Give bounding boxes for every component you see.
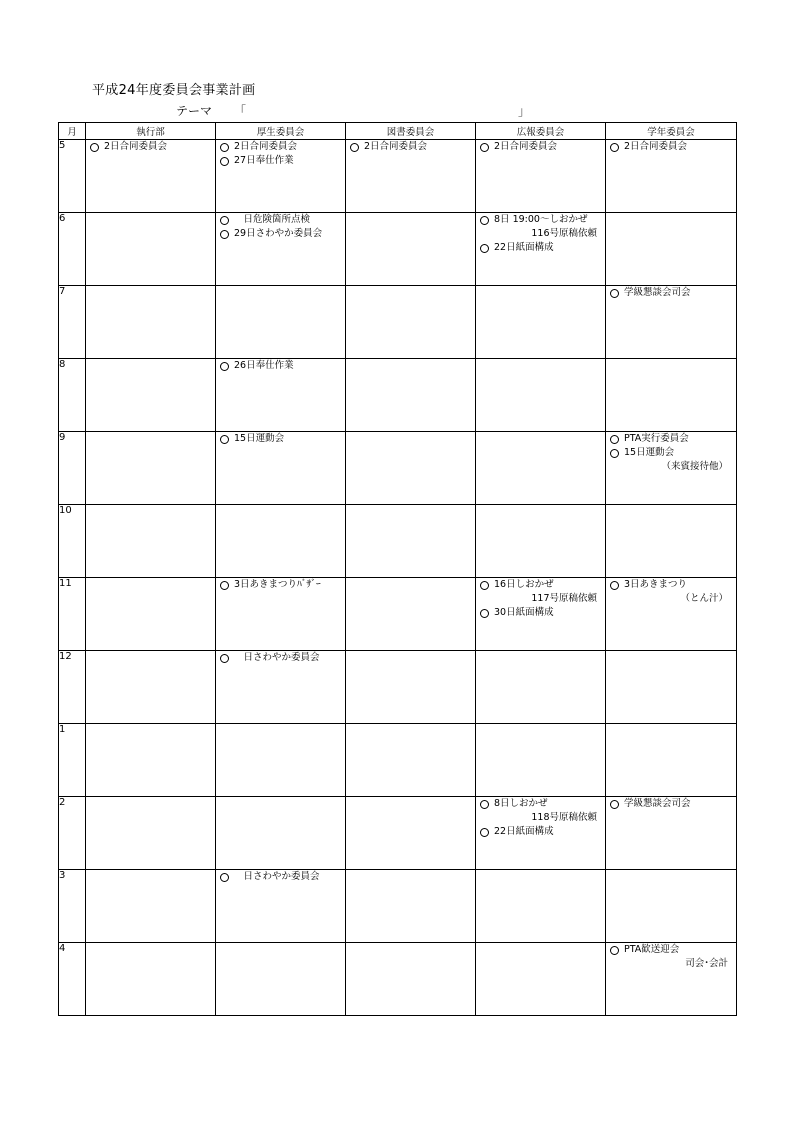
plan-cell — [216, 651, 346, 724]
plan-cell — [476, 505, 606, 578]
plan-cell — [606, 797, 737, 870]
header-welfare: 厚生委員会 — [216, 123, 346, 140]
table-row — [59, 651, 737, 724]
header-publicity: 広報委員会 — [476, 123, 606, 140]
plan-entry-subline: 117号原稿依頼 — [531, 593, 597, 604]
circle-bullet-icon — [480, 244, 489, 253]
plan-entry-text: 29日さわやか委員会 — [234, 228, 323, 239]
plan-cell — [606, 213, 737, 286]
plan-cell — [476, 943, 606, 1016]
plan-entry — [606, 797, 736, 811]
plan-cell — [346, 286, 476, 359]
circle-bullet-icon — [220, 581, 229, 590]
plan-entry — [476, 213, 605, 227]
plan-entry — [476, 241, 605, 255]
plan-cell — [86, 578, 216, 651]
plan-cell — [476, 140, 606, 213]
plan-cell — [606, 432, 737, 505]
circle-bullet-icon — [610, 289, 619, 298]
table-row — [59, 286, 737, 359]
header-month: 月 — [59, 123, 86, 140]
plan-entry-text: 15日運動会 — [624, 447, 675, 458]
plan-entry — [346, 140, 475, 154]
plan-entry-text: 2日合同委員会 — [104, 141, 168, 152]
plan-entry — [86, 140, 215, 154]
plan-cell — [606, 943, 737, 1016]
plan-cell — [346, 140, 476, 213]
plan-entry — [476, 578, 605, 592]
plan-cell — [216, 724, 346, 797]
plan-entry — [476, 797, 605, 811]
month-cell: 12 — [59, 651, 86, 724]
theme-close-bracket: 」 — [518, 104, 531, 118]
plan-cell — [476, 432, 606, 505]
table-row — [59, 140, 737, 213]
circle-bullet-icon — [220, 230, 229, 239]
plan-cell — [216, 213, 346, 286]
plan-entry — [216, 578, 345, 592]
plan-cell — [216, 140, 346, 213]
month-cell: 8 — [59, 359, 86, 432]
plan-cell — [476, 870, 606, 943]
circle-bullet-icon — [610, 581, 619, 590]
plan-entry-text: 26日奉仕作業 — [234, 360, 294, 371]
header-library: 図書委員会 — [346, 123, 476, 140]
plan-entry — [476, 140, 605, 154]
table-row — [59, 797, 737, 870]
plan-entry — [606, 446, 736, 460]
circle-bullet-icon — [610, 946, 619, 955]
plan-cell — [346, 943, 476, 1016]
plan-entry-text: 16日しおかぜ — [494, 579, 554, 590]
circle-bullet-icon — [610, 143, 619, 152]
plan-cell — [86, 870, 216, 943]
month-cell: 5 — [59, 140, 86, 213]
table-row — [59, 432, 737, 505]
circle-bullet-icon — [350, 143, 359, 152]
plan-entry — [216, 870, 345, 884]
plan-cell — [346, 797, 476, 870]
plan-entry — [216, 140, 345, 154]
circle-bullet-icon — [90, 143, 99, 152]
plan-cell — [216, 943, 346, 1016]
plan-entry-text: 3日あきまつりﾊﾞｻﾞｰ — [234, 579, 321, 590]
plan-entry-text: 2日合同委員会 — [364, 141, 428, 152]
plan-entry-text: 8日 19:00～しおかぜ — [494, 214, 588, 225]
circle-bullet-icon — [220, 654, 229, 663]
theme-line — [176, 102, 536, 120]
month-cell: 6 — [59, 213, 86, 286]
plan-cell — [86, 286, 216, 359]
plan-entry-text: 8日しおかぜ — [494, 798, 548, 809]
plan-cell — [476, 213, 606, 286]
month-cell: 3 — [59, 870, 86, 943]
plan-entry-text: 15日運動会 — [234, 433, 285, 444]
plan-entry-subline: 116号原稿依頼 — [531, 228, 597, 239]
plan-entry-text: 27日奉仕作業 — [234, 155, 294, 166]
plan-entry-text: PTA歓送迎会 — [624, 944, 680, 955]
plan-entry-subline: 司会･会計 — [685, 958, 728, 969]
table-header-row — [59, 123, 737, 140]
circle-bullet-icon — [610, 435, 619, 444]
table-row — [59, 870, 737, 943]
plan-entry — [606, 140, 736, 154]
plan-cell — [86, 505, 216, 578]
plan-cell — [476, 651, 606, 724]
plan-entry-text: 2日合同委員会 — [494, 141, 558, 152]
plan-cell — [476, 359, 606, 432]
month-cell: 10 — [59, 505, 86, 578]
plan-entry-text: 3日あきまつり — [624, 579, 688, 590]
plan-cell — [606, 724, 737, 797]
plan-cell — [216, 359, 346, 432]
plan-cell — [606, 578, 737, 651]
plan-entry-subline: （とん汁） — [680, 593, 728, 604]
plan-cell — [476, 578, 606, 651]
plan-cell — [86, 432, 216, 505]
circle-bullet-icon — [480, 581, 489, 590]
circle-bullet-icon — [220, 157, 229, 166]
plan-entry-text: 日危険箇所点検 — [234, 214, 311, 225]
plan-entry-subline: 118号原稿依頼 — [531, 812, 597, 823]
circle-bullet-icon — [480, 609, 489, 618]
header-executive: 執行部 — [86, 123, 216, 140]
plan-entry-text: 2日合同委員会 — [624, 141, 688, 152]
plan-entry-text: 学級懇談会司会 — [624, 287, 691, 298]
plan-cell — [606, 870, 737, 943]
plan-cell — [86, 651, 216, 724]
table-row — [59, 578, 737, 651]
plan-cell — [86, 943, 216, 1016]
plan-entry-text: 学級懇談会司会 — [624, 798, 691, 809]
table-row — [59, 213, 737, 286]
plan-cell — [606, 505, 737, 578]
month-cell: 11 — [59, 578, 86, 651]
plan-cell — [346, 359, 476, 432]
plan-cell — [476, 724, 606, 797]
plan-cell — [86, 213, 216, 286]
circle-bullet-icon — [220, 143, 229, 152]
plan-entry — [606, 286, 736, 300]
plan-cell — [216, 432, 346, 505]
plan-entry — [216, 213, 345, 227]
table-row — [59, 724, 737, 797]
table-row — [59, 943, 737, 1016]
circle-bullet-icon — [220, 873, 229, 882]
theme-label: テーマ — [176, 104, 213, 118]
plan-entry-text: 日さわやか委員会 — [234, 871, 320, 882]
plan-cell — [606, 140, 737, 213]
plan-entry-text: PTA実行委員会 — [624, 433, 689, 444]
plan-cell — [606, 359, 737, 432]
plan-entry — [216, 154, 345, 168]
plan-entry-text: 日さわやか委員会 — [234, 652, 320, 663]
plan-entry — [606, 578, 736, 592]
plan-entry — [216, 432, 345, 446]
plan-cell — [216, 286, 346, 359]
table-row — [59, 505, 737, 578]
plan-cell — [86, 797, 216, 870]
circle-bullet-icon — [610, 800, 619, 809]
plan-cell — [346, 432, 476, 505]
plan-entry — [216, 227, 345, 241]
circle-bullet-icon — [220, 216, 229, 225]
theme-open-bracket: 「 — [234, 104, 247, 118]
month-cell: 2 — [59, 797, 86, 870]
plan-cell — [346, 651, 476, 724]
plan-entry-text: 2日合同委員会 — [234, 141, 298, 152]
plan-entry — [476, 825, 605, 839]
page-title: 平成24年度委員会事業計画 — [92, 83, 256, 98]
committee-plan-table — [58, 122, 737, 1016]
plan-entry — [606, 943, 736, 957]
plan-cell — [86, 359, 216, 432]
plan-entry-text: 30日紙面構成 — [494, 607, 554, 618]
month-cell: 7 — [59, 286, 86, 359]
circle-bullet-icon — [480, 800, 489, 809]
circle-bullet-icon — [480, 216, 489, 225]
month-cell: 4 — [59, 943, 86, 1016]
circle-bullet-icon — [610, 449, 619, 458]
plan-entry-text: 22日紙面構成 — [494, 242, 554, 253]
plan-cell — [346, 213, 476, 286]
plan-cell — [346, 724, 476, 797]
plan-cell — [476, 286, 606, 359]
plan-entry — [216, 359, 345, 373]
plan-cell — [476, 797, 606, 870]
plan-cell — [86, 140, 216, 213]
table-row — [59, 359, 737, 432]
plan-cell — [346, 870, 476, 943]
plan-entry-subline: （来賓接待他） — [661, 461, 728, 472]
circle-bullet-icon — [480, 828, 489, 837]
plan-entry — [216, 651, 345, 665]
plan-cell — [606, 651, 737, 724]
plan-entry — [476, 606, 605, 620]
header-grade: 学年委員会 — [606, 123, 737, 140]
plan-entry-text: 22日紙面構成 — [494, 826, 554, 837]
circle-bullet-icon — [220, 435, 229, 444]
plan-cell — [346, 505, 476, 578]
month-cell: 9 — [59, 432, 86, 505]
circle-bullet-icon — [220, 362, 229, 371]
plan-cell — [606, 286, 737, 359]
plan-cell — [86, 724, 216, 797]
plan-cell — [216, 578, 346, 651]
plan-cell — [216, 870, 346, 943]
circle-bullet-icon — [480, 143, 489, 152]
plan-cell — [216, 505, 346, 578]
plan-cell — [216, 797, 346, 870]
plan-cell — [346, 578, 476, 651]
plan-entry — [606, 432, 736, 446]
month-cell: 1 — [59, 724, 86, 797]
